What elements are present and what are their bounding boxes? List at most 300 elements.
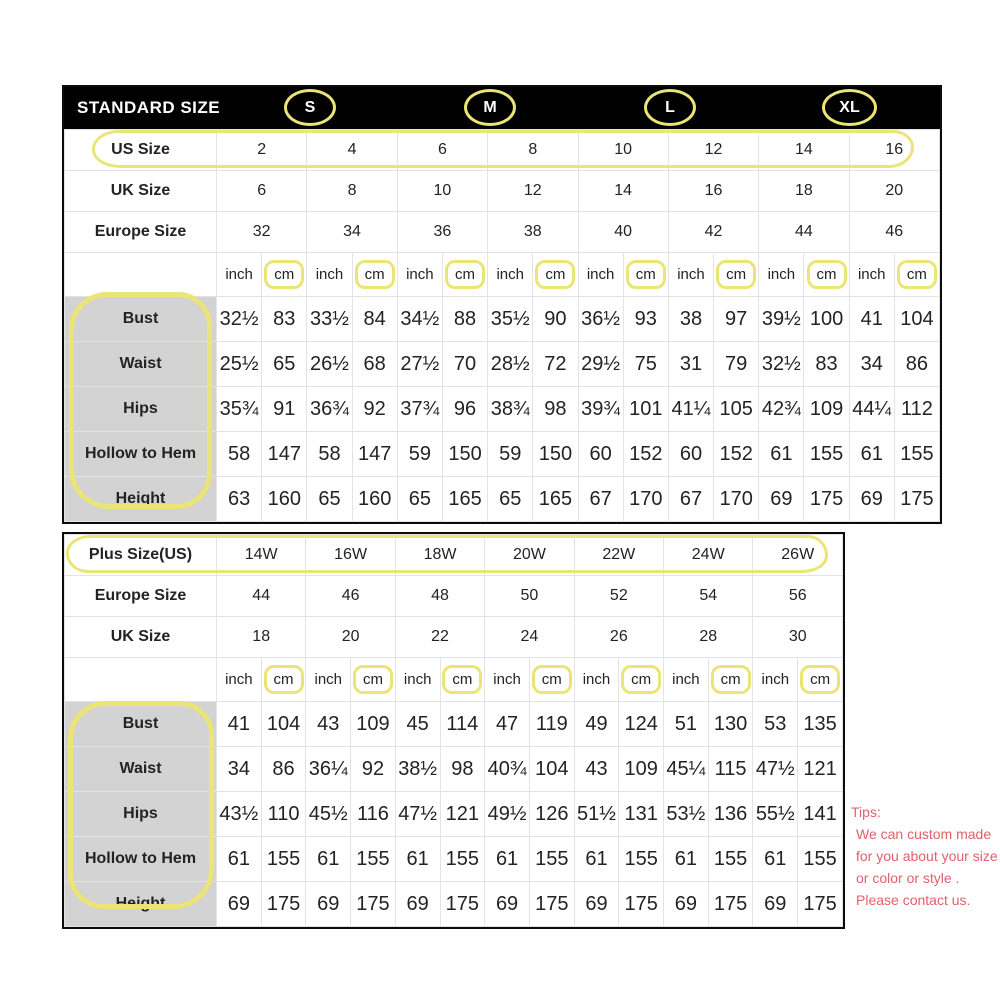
size-value-cell: 22W <box>574 535 663 576</box>
unit-cell <box>574 658 619 702</box>
table-row <box>65 792 843 837</box>
row-label: US Size <box>65 130 217 171</box>
measure-value-cell: 38 <box>668 297 713 342</box>
measure-value-cell: 58 <box>217 432 262 477</box>
measure-value-cell: 155 <box>708 837 753 882</box>
measure-value-cell: 34 <box>849 342 894 387</box>
measure-value-cell: 69 <box>664 882 709 927</box>
unit-cell <box>753 658 798 702</box>
unit-cell <box>397 253 442 297</box>
size-value-cell: 32 <box>217 212 307 253</box>
size-value-cell: 14W <box>217 535 306 576</box>
measure-value-cell: 147 <box>262 432 307 477</box>
measure-value-cell: 61 <box>217 837 262 882</box>
cm-highlight-ring: cm <box>626 260 666 289</box>
measure-value-cell: 147 <box>352 432 397 477</box>
unit-cell <box>351 658 396 702</box>
row-label: Europe Size <box>65 212 217 253</box>
unit-cell <box>798 658 843 702</box>
measure-value-cell: 104 <box>529 747 574 792</box>
size-value-cell: 36 <box>397 212 487 253</box>
measure-value-cell: 33½ <box>307 297 352 342</box>
measure-value-cell: 37¾ <box>397 387 442 432</box>
measure-value-cell: 35½ <box>488 297 533 342</box>
measure-value-cell: 45¼ <box>664 747 709 792</box>
table-row <box>65 342 940 387</box>
size-value-cell: 26 <box>574 617 663 658</box>
size-value-cell: 14 <box>578 171 668 212</box>
measure-value-cell: 44¼ <box>849 387 894 432</box>
measure-value-cell: 84 <box>352 297 397 342</box>
measure-value-cell: 155 <box>798 837 843 882</box>
size-value-cell: 38 <box>488 212 578 253</box>
measure-value-cell: 126 <box>529 792 574 837</box>
unit-cell <box>849 253 894 297</box>
standard-size-header-bar <box>64 87 940 129</box>
size-value-cell: 50 <box>485 576 574 617</box>
unit-label: inch <box>672 671 700 688</box>
measure-value-cell: 47½ <box>395 792 440 837</box>
measure-value-cell: 47½ <box>753 747 798 792</box>
size-value-cell: 56 <box>753 576 843 617</box>
row-label: UK Size <box>65 171 217 212</box>
row-label: Bust <box>65 297 217 342</box>
measure-value-cell: 114 <box>440 702 485 747</box>
cm-highlight-ring: cm <box>897 260 937 289</box>
standard-size-title: STANDARD SIZE <box>77 98 221 117</box>
unit-label: inch <box>493 671 521 688</box>
measure-value-cell: 49 <box>574 702 619 747</box>
measure-value-cell: 41¼ <box>668 387 713 432</box>
unit-label: inch <box>225 266 253 283</box>
measure-value-cell: 69 <box>759 477 804 522</box>
measure-value-cell: 60 <box>668 432 713 477</box>
measure-value-cell: 91 <box>262 387 307 432</box>
measure-value-cell: 67 <box>668 477 713 522</box>
table-row <box>65 702 843 747</box>
table-row <box>65 576 843 617</box>
size-value-cell: 18 <box>759 171 849 212</box>
size-value-cell: 20 <box>306 617 395 658</box>
unit-cell <box>352 253 397 297</box>
size-badge-s-label: S <box>304 98 316 116</box>
tips-line: Please contact us. <box>856 892 971 908</box>
row-label: Europe Size <box>65 576 217 617</box>
size-value-cell: 8 <box>488 130 578 171</box>
unit-cell <box>440 658 485 702</box>
size-value-cell: 4 <box>307 130 397 171</box>
measure-value-cell: 121 <box>798 747 843 792</box>
standard-size-table <box>64 129 940 522</box>
measure-value-cell: 160 <box>262 477 307 522</box>
unit-label: inch <box>496 266 524 283</box>
measure-value-cell: 47 <box>485 702 530 747</box>
row-label <box>65 658 217 702</box>
measure-value-cell: 72 <box>533 342 578 387</box>
measure-value-cell: 88 <box>442 297 487 342</box>
measure-value-cell: 32½ <box>759 342 804 387</box>
measure-value-cell: 155 <box>440 837 485 882</box>
measure-value-cell: 79 <box>714 342 759 387</box>
measure-value-cell: 109 <box>351 702 396 747</box>
measure-value-cell: 36¼ <box>306 747 351 792</box>
measure-value-cell: 53½ <box>664 792 709 837</box>
measure-value-cell: 41 <box>849 297 894 342</box>
unit-cell <box>488 253 533 297</box>
measure-value-cell: 97 <box>714 297 759 342</box>
measure-value-cell: 115 <box>708 747 753 792</box>
measure-value-cell: 116 <box>351 792 396 837</box>
measure-value-cell: 39¾ <box>578 387 623 432</box>
measure-value-cell: 67 <box>578 477 623 522</box>
unit-cell <box>217 658 262 702</box>
cm-highlight-ring: cm <box>532 665 572 694</box>
measure-value-cell: 175 <box>261 882 306 927</box>
measure-value-cell: 121 <box>440 792 485 837</box>
measure-value-cell: 42¾ <box>759 387 804 432</box>
measure-value-cell: 70 <box>442 342 487 387</box>
measure-value-cell: 61 <box>849 432 894 477</box>
row-label: Waist <box>65 342 217 387</box>
measure-value-cell: 61 <box>574 837 619 882</box>
measure-value-cell: 25½ <box>217 342 262 387</box>
table-row <box>65 837 843 882</box>
cm-highlight-ring: cm <box>800 665 840 694</box>
measure-value-cell: 61 <box>485 837 530 882</box>
measure-value-cell: 119 <box>529 702 574 747</box>
size-value-cell: 6 <box>397 130 487 171</box>
measure-value-cell: 175 <box>708 882 753 927</box>
size-value-cell: 48 <box>395 576 484 617</box>
size-value-cell: 46 <box>849 212 939 253</box>
measure-value-cell: 65 <box>307 477 352 522</box>
row-label: Hollow to Hem <box>65 432 217 477</box>
measure-value-cell: 101 <box>623 387 668 432</box>
measure-value-cell: 43 <box>574 747 619 792</box>
table-row <box>65 747 843 792</box>
tips-line: for you about your size <box>856 848 998 864</box>
size-value-cell: 16 <box>668 171 758 212</box>
measure-value-cell: 69 <box>217 882 262 927</box>
size-value-cell: 6 <box>217 171 307 212</box>
measure-value-cell: 32½ <box>217 297 262 342</box>
measure-value-cell: 29½ <box>578 342 623 387</box>
measure-value-cell: 98 <box>533 387 578 432</box>
size-value-cell: 40 <box>578 212 668 253</box>
measure-value-cell: 109 <box>619 747 664 792</box>
table-row <box>65 212 940 253</box>
unit-cell <box>668 253 713 297</box>
cm-highlight-ring: cm <box>442 665 482 694</box>
unit-cell <box>623 253 668 297</box>
measure-value-cell: 61 <box>753 837 798 882</box>
measure-value-cell: 61 <box>759 432 804 477</box>
standard-size-table-section <box>62 85 942 524</box>
size-value-cell: 12 <box>668 130 758 171</box>
table-row <box>65 253 940 297</box>
measure-value-cell: 61 <box>395 837 440 882</box>
cm-highlight-ring: cm <box>264 260 304 289</box>
measure-value-cell: 27½ <box>397 342 442 387</box>
size-value-cell: 16 <box>849 130 939 171</box>
unit-label: inch <box>403 671 432 688</box>
measure-value-cell: 175 <box>804 477 849 522</box>
measure-value-cell: 155 <box>261 837 306 882</box>
measure-value-cell: 68 <box>352 342 397 387</box>
tips-title: Tips: <box>851 804 881 820</box>
unit-label: inch <box>767 266 796 283</box>
custom-made-tips-note <box>851 801 998 911</box>
measure-value-cell: 155 <box>894 432 939 477</box>
measure-value-cell: 34 <box>217 747 262 792</box>
measure-value-cell: 150 <box>533 432 578 477</box>
measure-value-cell: 152 <box>714 432 759 477</box>
unit-cell <box>578 253 623 297</box>
measure-value-cell: 175 <box>351 882 396 927</box>
size-value-cell: 18W <box>395 535 484 576</box>
row-label: Waist <box>65 747 217 792</box>
size-badge-xl <box>822 89 877 126</box>
measure-value-cell: 36¾ <box>307 387 352 432</box>
size-value-cell: 34 <box>307 212 397 253</box>
unit-cell <box>804 253 849 297</box>
cm-highlight-ring: cm <box>355 260 395 289</box>
measure-value-cell: 69 <box>753 882 798 927</box>
measure-value-cell: 36½ <box>578 297 623 342</box>
measure-value-cell: 38½ <box>395 747 440 792</box>
measure-value-cell: 59 <box>397 432 442 477</box>
measure-value-cell: 165 <box>442 477 487 522</box>
size-badge-s <box>284 89 336 126</box>
measure-value-cell: 110 <box>261 792 306 837</box>
measure-value-cell: 31 <box>668 342 713 387</box>
measure-value-cell: 34½ <box>397 297 442 342</box>
unit-cell <box>759 253 804 297</box>
measure-value-cell: 69 <box>395 882 440 927</box>
measure-value-cell: 96 <box>442 387 487 432</box>
cm-highlight-ring: cm <box>621 665 661 694</box>
unit-cell <box>217 253 262 297</box>
measure-value-cell: 104 <box>894 297 939 342</box>
measure-value-cell: 141 <box>798 792 843 837</box>
measure-value-cell: 45½ <box>306 792 351 837</box>
measure-value-cell: 61 <box>664 837 709 882</box>
measure-value-cell: 160 <box>352 477 397 522</box>
size-value-cell: 18 <box>217 617 306 658</box>
table-row <box>65 535 843 576</box>
size-value-cell: 26W <box>753 535 843 576</box>
unit-cell <box>262 253 307 297</box>
measure-value-cell: 135 <box>798 702 843 747</box>
unit-cell <box>619 658 664 702</box>
size-value-cell: 20 <box>849 171 939 212</box>
measure-value-cell: 49½ <box>485 792 530 837</box>
unit-label: inch <box>406 266 434 283</box>
row-label: Height <box>65 882 217 927</box>
measure-value-cell: 45 <box>395 702 440 747</box>
table-row <box>65 130 940 171</box>
measure-value-cell: 130 <box>708 702 753 747</box>
unit-cell <box>442 253 487 297</box>
unit-cell <box>529 658 574 702</box>
measure-value-cell: 86 <box>261 747 306 792</box>
unit-label: inch <box>225 671 253 688</box>
size-value-cell: 44 <box>759 212 849 253</box>
row-label: Height <box>65 477 217 522</box>
plus-size-table-section <box>62 532 845 929</box>
measure-value-cell: 112 <box>894 387 939 432</box>
row-label: UK Size <box>65 617 217 658</box>
measure-value-cell: 170 <box>714 477 759 522</box>
size-value-cell: 42 <box>668 212 758 253</box>
unit-cell <box>261 658 306 702</box>
size-value-cell: 22 <box>395 617 484 658</box>
measure-value-cell: 69 <box>485 882 530 927</box>
size-value-cell: 10 <box>397 171 487 212</box>
measure-value-cell: 155 <box>619 837 664 882</box>
measure-value-cell: 175 <box>529 882 574 927</box>
table-row <box>65 882 843 927</box>
measure-value-cell: 109 <box>804 387 849 432</box>
cm-highlight-ring: cm <box>535 260 575 289</box>
measure-value-cell: 69 <box>306 882 351 927</box>
measure-value-cell: 51 <box>664 702 709 747</box>
measure-value-cell: 155 <box>529 837 574 882</box>
unit-cell <box>307 253 352 297</box>
size-value-cell: 52 <box>574 576 663 617</box>
measure-value-cell: 124 <box>619 702 664 747</box>
size-value-cell: 10 <box>578 130 668 171</box>
unit-cell <box>533 253 578 297</box>
measure-value-cell: 152 <box>623 432 668 477</box>
measure-value-cell: 92 <box>351 747 396 792</box>
size-value-cell: 46 <box>306 576 395 617</box>
table-row <box>65 658 843 702</box>
measure-value-cell: 51½ <box>574 792 619 837</box>
measure-value-cell: 69 <box>849 477 894 522</box>
size-value-cell: 16W <box>306 535 395 576</box>
unit-cell <box>708 658 753 702</box>
measure-value-cell: 35¾ <box>217 387 262 432</box>
measure-value-cell: 55½ <box>753 792 798 837</box>
size-value-cell: 14 <box>759 130 849 171</box>
measure-value-cell: 92 <box>352 387 397 432</box>
measure-value-cell: 155 <box>351 837 396 882</box>
measure-value-cell: 93 <box>623 297 668 342</box>
unit-cell <box>395 658 440 702</box>
unit-label: inch <box>761 671 790 688</box>
cm-highlight-ring: cm <box>353 665 393 694</box>
measure-value-cell: 83 <box>262 297 307 342</box>
row-label: Plus Size(US) <box>65 535 217 576</box>
cm-highlight-ring: cm <box>716 260 756 289</box>
unit-label: inch <box>582 671 611 688</box>
cm-highlight-ring: cm <box>264 665 304 694</box>
table-row <box>65 617 843 658</box>
measure-value-cell: 170 <box>623 477 668 522</box>
size-value-cell: 2 <box>217 130 307 171</box>
table-row <box>65 432 940 477</box>
size-value-cell: 8 <box>307 171 397 212</box>
unit-cell <box>485 658 530 702</box>
unit-cell <box>664 658 709 702</box>
measure-value-cell: 38¾ <box>488 387 533 432</box>
measure-value-cell: 39½ <box>759 297 804 342</box>
size-value-cell: 24W <box>664 535 753 576</box>
unit-cell <box>894 253 939 297</box>
table-row <box>65 171 940 212</box>
unit-cell <box>714 253 759 297</box>
row-label: Bust <box>65 702 217 747</box>
measure-value-cell: 59 <box>488 432 533 477</box>
measure-value-cell: 58 <box>307 432 352 477</box>
size-value-cell: 20W <box>485 535 574 576</box>
unit-label: inch <box>677 266 705 283</box>
unit-label: inch <box>315 266 344 283</box>
tips-line: We can custom made <box>856 826 992 842</box>
measure-value-cell: 53 <box>753 702 798 747</box>
measure-value-cell: 43½ <box>217 792 262 837</box>
size-value-cell: 28 <box>664 617 753 658</box>
measure-value-cell: 90 <box>533 297 578 342</box>
unit-label: inch <box>586 266 615 283</box>
measure-value-cell: 65 <box>262 342 307 387</box>
measure-value-cell: 28½ <box>488 342 533 387</box>
measure-value-cell: 83 <box>804 342 849 387</box>
measure-value-cell: 165 <box>533 477 578 522</box>
measure-value-cell: 175 <box>894 477 939 522</box>
measure-value-cell: 136 <box>708 792 753 837</box>
size-value-cell: 12 <box>488 171 578 212</box>
cm-highlight-ring: cm <box>445 260 485 289</box>
size-badge-l <box>644 89 696 126</box>
measure-value-cell: 100 <box>804 297 849 342</box>
measure-value-cell: 41 <box>217 702 262 747</box>
row-label <box>65 253 217 297</box>
measure-value-cell: 60 <box>578 432 623 477</box>
row-label: Hips <box>65 792 217 837</box>
size-value-cell: 24 <box>485 617 574 658</box>
unit-label: inch <box>857 266 886 283</box>
measure-value-cell: 105 <box>714 387 759 432</box>
row-label: Hollow to Hem <box>65 837 217 882</box>
unit-cell <box>306 658 351 702</box>
measure-value-cell: 65 <box>488 477 533 522</box>
size-badge-l-label: L <box>665 98 675 116</box>
measure-value-cell: 63 <box>217 477 262 522</box>
measure-value-cell: 155 <box>804 432 849 477</box>
size-value-cell: 54 <box>664 576 753 617</box>
measure-value-cell: 98 <box>440 747 485 792</box>
measure-value-cell: 104 <box>261 702 306 747</box>
measure-value-cell: 131 <box>619 792 664 837</box>
size-value-cell: 44 <box>217 576 306 617</box>
measure-value-cell: 43 <box>306 702 351 747</box>
size-badge-m-label: M <box>483 98 497 116</box>
measure-value-cell: 175 <box>619 882 664 927</box>
plus-size-table <box>64 534 843 927</box>
size-badge-m <box>464 89 516 126</box>
cm-highlight-ring: cm <box>711 665 751 694</box>
measure-value-cell: 61 <box>306 837 351 882</box>
size-value-cell: 30 <box>753 617 843 658</box>
measure-value-cell: 75 <box>623 342 668 387</box>
cm-highlight-ring: cm <box>807 260 847 289</box>
unit-label: inch <box>314 671 343 688</box>
table-row <box>65 297 940 342</box>
measure-value-cell: 65 <box>397 477 442 522</box>
measure-value-cell: 175 <box>798 882 843 927</box>
